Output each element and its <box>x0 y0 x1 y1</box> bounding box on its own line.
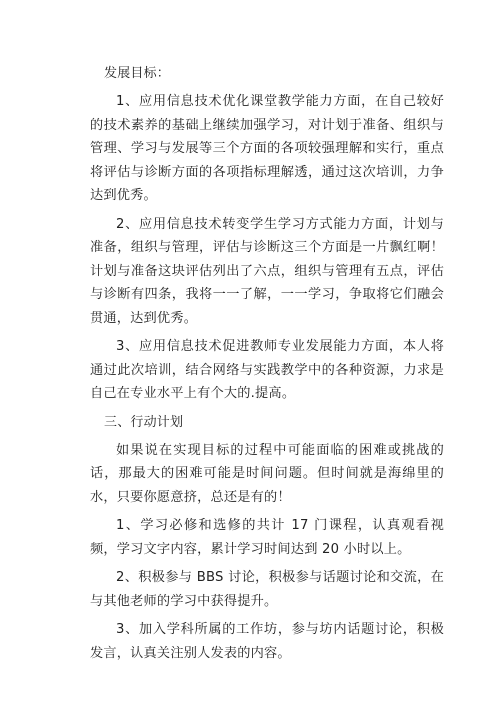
goal-paragraph-1: 1、应用信息技术优化课堂教学能力方面，在自己较好的技术素养的基础上继续加强学习，对计划于准备、组织与管理、学习与发展等三个方面的各项较强理解和实行，重点将评估与诊断方面的各项指标理解透，通过这次培训，力争达到优秀。 <box>90 94 444 203</box>
goal-paragraph-3: 3、应用信息技术促进教师专业发展能力方面，本人将通过此次培训，结合网络与实践教学中的各种资源，力求是自己在专业水平上有个大的.提高。 <box>90 339 444 401</box>
action-plan-intro: 如果说在实现目标的过程中可能面临的困难或挑战的话，那最大的困难可能是时间问题。但时间就是海绵里的水，只要你愿意挤，总还是有的！ <box>90 442 444 505</box>
document-body <box>90 62 444 670</box>
action-plan-item-2: 2、积极参与 BBS 讨论，积极参与话题讨论和交流，在与其他老师的学习中获得提升。 <box>90 570 444 609</box>
goal-paragraph-2: 2、应用信息技术转变学生学习方式能力方面，计划与准备，组织与管理，评估与诊断这三个方面是一片飘红啊！计划与准备这块评估列出了六点，组织与管理有五点，评估与诊断有四条，我将一一了解，一一学习，争取将它们融会贯通，达到优秀。 <box>90 216 444 326</box>
goals-heading: 发展目标： <box>104 66 171 81</box>
action-plan-heading: 三、行动计划 <box>104 414 184 430</box>
action-plan-item-1: 1、学习必修和选修的共计 17 门课程，认真观看视频，学习文字内容，累计学习时间达到 20 小时以上。 <box>90 518 444 557</box>
action-plan-item-3: 3、加入学科所属的工作坊，参与坊内话题讨论，积极发言，认真关注别人发表的内容。 <box>90 622 444 661</box>
